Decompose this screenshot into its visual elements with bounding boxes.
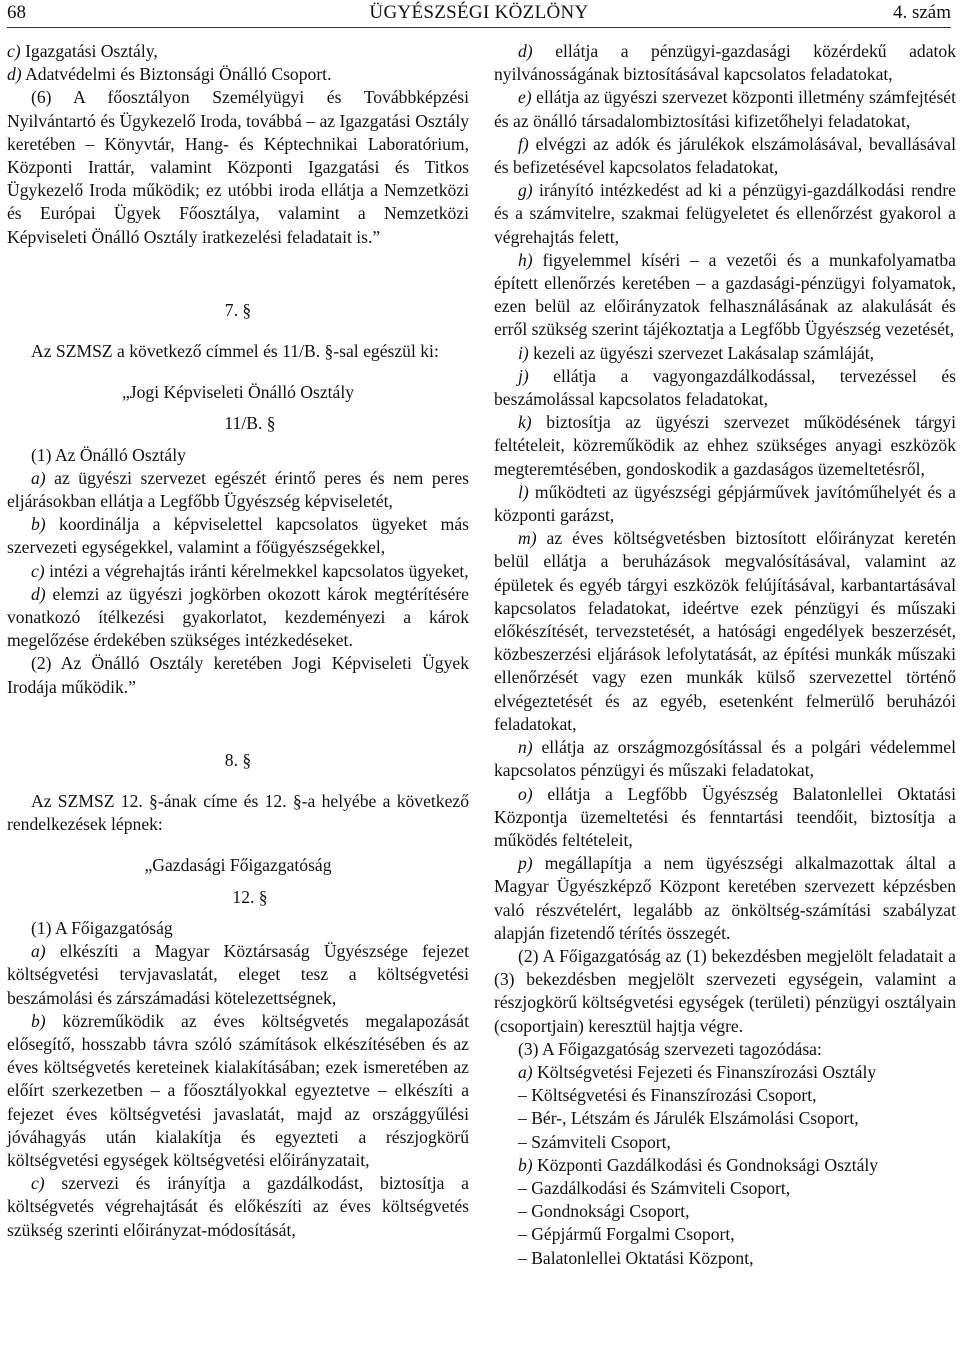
paragraph-text: Igazgatási Osztály, <box>20 41 158 61</box>
paragraph-text: – Számviteli Csoport, <box>518 1131 671 1152</box>
item-label: l) <box>518 481 529 502</box>
item-label: d) <box>518 41 533 61</box>
item-label: a) <box>518 1061 533 1082</box>
item-label: b) <box>31 1010 46 1031</box>
item-label: d) <box>31 583 46 604</box>
paragraph-text: Költségvetési Fejezeti és Finanszírozási Osztály <box>532 1061 877 1082</box>
paragraph-text: (6) A főosztályon Személyügyi és Továbbképzési Nyilvántartó és Ügykezelő Iroda, továbbá – az Igazgatási Osztály keretében – Könyvtár, Hang- és Képtechnikai Laboratórium, Központi Irattár, valamint Központi Igazgatási és Titkos Ügykezelő Iroda működik; ez utóbbi iroda ellátja a Nemzetközi és Európai Ügyek Főosztálya, valamint a Nemzetközi Képviseleti Önálló Osztály iratkezelési feladatait is.” <box>7 87 469 247</box>
paragraph <box>7 63 469 86</box>
paragraph-text: – Gépjármű Forgalmi Csoport, <box>518 1224 735 1245</box>
item-label: g) <box>518 180 533 201</box>
paragraph <box>7 652 469 698</box>
paragraph-text: biztosítja az ügyészi szervezet működésének tárgyi feltételeit, közreműködik az ehhez szükséges anyagi eszközök megteremtésében, gondoskodik a gazdaságos üzemeltetésről, <box>494 412 956 479</box>
paragraph-text: Adatvédelmi és Biztonsági Önálló Csoport. <box>21 64 332 85</box>
paragraph-text: ellátja az ügyészi szervezet központi illetmény számfejtését és az önálló társadalombiztosítási kifizetőhelyi feladatokat, <box>494 87 956 131</box>
paragraph-text: elvégzi az adók és járulékok elszámolásával, bevallásával és befizetésével kapcsolatos feladatokat, <box>494 133 956 178</box>
item-label: c) <box>7 41 21 61</box>
paragraph-text: Központi Gazdálkodási és Gondnoksági Osztály <box>532 1154 879 1175</box>
paragraph <box>7 340 469 363</box>
item-label: m) <box>518 528 537 549</box>
paragraph-text: (1) Az Önálló Osztály <box>31 444 186 465</box>
paragraph-text: irányító intézkedést ad ki a pénzügyi-gazdálkodási rendre és a számvitelre, szakmai felügyeletet és ellenőrzést gyakorol a végrehajtás felett, <box>494 180 956 247</box>
paragraph <box>7 1010 469 1172</box>
paragraph-text: – Gondnoksági Csoport, <box>518 1201 690 1222</box>
paragraph <box>7 749 469 772</box>
item-label: o) <box>518 783 533 804</box>
paragraph <box>7 560 469 583</box>
paragraph-text: (2) A Főigazgatóság az (1) bekezdésben megjelölt feladatait a (3) bekezdésben megjelölt szervezeti egységein, valamint a részjogkörű költségvetési egységek (területi) pénzügyi osztályain (csoportjain) keresztül hajtja végre. <box>494 945 956 1036</box>
paragraph-text: közreműködik az éves költségvetés megalapozását elősegítő, hosszabb távra szóló számítások elkészítésében és az éves költségvetés kereteinek kialakításában; ezek ismeretében az előírt szerkezetben – a főosztályokkal egyeztetve – elkészíti a fejezet éves költségvetési javaslatát, majd az országgyűlési jóváhagyás után kialakítja és egyezteti a részjogkörű költségvetési egységek költségvetési előirányzatait, <box>7 1010 469 1170</box>
paragraph-text: „Jogi Képviseleti Önálló Osztály <box>121 382 355 403</box>
paragraph-text: 7. § <box>224 299 252 320</box>
paragraph-text: elemzi az ügyészi jogkörben okozott károk megtérítésére vonatkozó ítélkezési gyakorlatot, kezdeményezi a károk megelőzése érdekében szükséges intézkedéseket. <box>7 583 469 651</box>
item-label: b) <box>31 514 46 535</box>
page-header <box>7 2 951 28</box>
paragraph <box>7 917 469 940</box>
paragraph-text: figyelemmel kíséri – a vezetői és a munkafolyamatba épített ellenőrzés keretében – a gazdasági-pénzügyi folyamatok, ezen belül az előirányzatok felhasználásának az alakulását és erről szükség szerint tájékoztatja a Legfőbb Ügyészség vezetését, <box>494 249 956 340</box>
paragraph-text: megállapítja a nem ügyészségi alkalmazottak által a Magyar Ügyészképző Központ keretében szervezett képzésben való részvételért, legalább az önköltség-számítási szabályzat alapján fizetendő térítés összegét. <box>494 853 956 943</box>
paragraph-text: – Balatonlellei Oktatási Központ, <box>518 1247 754 1268</box>
paragraph-text: az éves költségvetésben biztosított előirányzat keretén belül ellátja a beruházások megvalósításával, valamint az épületek és egyéb tárgyi eszközök felújításával, karbantartásával kapcsolatos feladatokat, ideértve ezek pénzügyi és műszaki előkészítését, tervezstetését, a hatósági engedélyek beszerzését, közbeszerzési eljárások lefolytatását, az építési munkák műszaki ellenőrzését vagy ezen munkák külső szervezettel történő elvégeztetését és az egyéb, esetenként felmerülő beruházói feladatokat, <box>494 528 956 734</box>
paragraph-text: (3) A Főigazgatóság szervezeti tagozódása: <box>518 1038 822 1059</box>
paragraph <box>494 783 956 853</box>
paragraph <box>494 1061 956 1084</box>
paragraph <box>494 945 956 1038</box>
paragraph-text: Az SZMSZ a következő címmel és 11/B. §-sal egészül ki: <box>31 341 439 362</box>
item-label: n) <box>518 737 533 758</box>
item-label: d) <box>7 64 22 85</box>
paragraph <box>7 381 469 404</box>
item-label: f) <box>518 133 529 154</box>
item-label: j) <box>518 365 529 386</box>
paragraph <box>494 1200 956 1223</box>
paragraph <box>7 790 469 836</box>
left-column <box>7 40 469 1242</box>
paragraph-text: működteti az ügyészségi gépjárművek javítóműhelyét és a központi garázst, <box>494 481 956 526</box>
paragraph-text: – Bér-, Létszám és Járulék Elszámolási Csoport, <box>518 1108 859 1129</box>
paragraph <box>7 513 469 559</box>
page-number: 68 <box>7 2 26 23</box>
item-label: a) <box>31 941 46 962</box>
paragraph-text: koordinálja a képviselettel kapcsolatos ügyeket más szervezeti egységekkel, valamint a főügyészségekkel, <box>7 514 469 558</box>
item-label: e) <box>518 87 532 108</box>
paragraph <box>7 412 469 435</box>
paragraph <box>7 86 469 248</box>
paragraph <box>494 40 956 86</box>
item-label: h) <box>518 249 533 270</box>
journal-title: ÜGYÉSZSÉGI KÖZLÖNY <box>369 2 589 23</box>
paragraph-text: intézi a végrehajtás iránti kérelmekkel kapcsolatos ügyeket, <box>44 560 469 581</box>
paragraph <box>494 342 956 365</box>
paragraph <box>494 1131 956 1154</box>
paragraph <box>7 299 469 322</box>
item-label: k) <box>518 412 532 433</box>
paragraph-text: „Gazdasági Főigazgatóság <box>144 855 332 876</box>
paragraph <box>494 133 956 179</box>
paragraph <box>494 365 956 411</box>
paragraph-text: 12. § <box>232 886 268 907</box>
paragraph <box>494 1084 956 1107</box>
paragraph <box>494 1107 956 1130</box>
paragraph-text: – Gazdálkodási és Számviteli Csoport, <box>518 1177 791 1198</box>
paragraph-text: Az SZMSZ 12. §-ának címe és 12. §-a helyébe a következő rendelkezések lépnek: <box>7 791 469 835</box>
paragraph-text: kezeli az ügyészi szervezet Lakásalap számláját, <box>528 342 875 363</box>
paragraph-text: ellátja a vagyongazdálkodással, tervezéssel és beszámolással kapcsolatos feladatokat, <box>494 365 956 410</box>
item-label: i) <box>518 342 529 363</box>
paragraph <box>7 40 469 63</box>
paragraph-text: – Költségvetési és Finanszírozási Csoport, <box>518 1085 817 1106</box>
paragraph <box>494 1177 956 1200</box>
paragraph-text: elkészíti a Magyar Köztársaság Ügyészsége fejezet költségvetési tervjavaslatát, eleget tesz a költségvetési beszámolási és zárszámadási kötelezettségnek, <box>7 941 469 1008</box>
paragraph <box>494 249 956 342</box>
paragraph <box>494 736 956 782</box>
paragraph <box>494 86 956 132</box>
paragraph-text: az ügyészi szervezet egészét érintő peres és nem peres eljárásokban ellátja a Legfőbb Ügyészség képviseletét, <box>7 467 469 512</box>
paragraph <box>494 1154 956 1177</box>
right-column <box>494 40 956 1270</box>
item-label: b) <box>518 1154 533 1175</box>
paragraph-text: 11/B. § <box>224 413 276 434</box>
paragraph-text: ellátja a Legfőbb Ügyészség Balatonlellei Oktatási Központja üzemeltetési és fenntartási teendőit, biztosítja a működés feltételeit, <box>494 783 956 850</box>
paragraph <box>494 481 956 527</box>
paragraph <box>7 444 469 467</box>
header-rule <box>7 27 951 28</box>
paragraph <box>7 583 469 653</box>
item-label: a) <box>31 467 46 488</box>
item-label: p) <box>518 853 533 874</box>
paragraph <box>494 1247 956 1270</box>
paragraph <box>7 467 469 513</box>
paragraph <box>7 1172 469 1242</box>
item-label: c) <box>31 560 45 581</box>
paragraph <box>494 852 956 945</box>
paragraph-text: szervezi és irányítja a gazdálkodást, biztosítja a költségvetés végrehajtását és előkészíti az éves költségvetés szükség szerinti előirányzat-módosítását, <box>7 1173 469 1240</box>
item-label: c) <box>31 1173 45 1194</box>
paragraph <box>7 940 469 1010</box>
paragraph-text: 8. § <box>224 749 252 770</box>
paragraph-text: ellátja a pénzügyi-gazdasági közérdekű adatok nyilvánosságának biztosításával kapcsolatos feladatokat, <box>494 41 956 85</box>
paragraph <box>494 527 956 736</box>
paragraph-text: (2) Az Önálló Osztály keretében Jogi Képviseleti Ügyek Irodája működik.” <box>7 653 469 697</box>
issue-number: 4. szám <box>892 2 951 23</box>
paragraph <box>7 854 469 877</box>
paragraph-text: (1) A Főigazgatóság <box>31 917 173 938</box>
paragraph-text: ellátja az országmozgósítással és a polgári védelemmel kapcsolatos pénzügyi és műszaki feladatokat, <box>494 737 956 781</box>
paragraph <box>494 1223 956 1246</box>
paragraph <box>494 1038 956 1061</box>
paragraph <box>494 411 956 481</box>
paragraph <box>494 179 956 249</box>
paragraph <box>7 886 469 909</box>
